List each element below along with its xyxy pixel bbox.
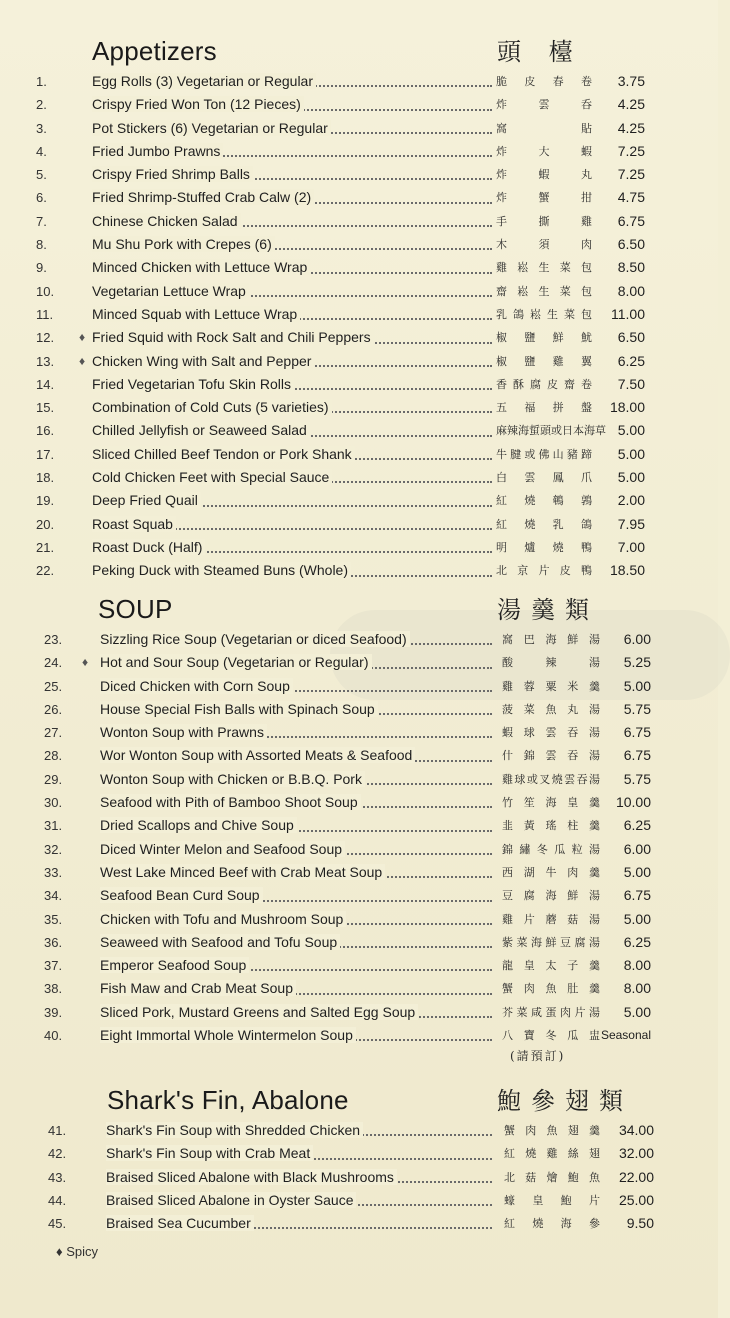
- item-number: 34.: [44, 888, 63, 904]
- chili-icon: ♦: [79, 330, 86, 345]
- item-name: [92, 93, 492, 116]
- item-price: 11.00: [611, 305, 645, 322]
- menu-item-row: [0, 651, 718, 674]
- item-name-cn: 白 雲 鳳 爪: [496, 471, 592, 485]
- menu-item-row: [0, 1212, 718, 1235]
- soup-title: SOUP: [98, 594, 173, 624]
- item-price: 25.00: [618, 1191, 654, 1208]
- item-price: 3.75: [617, 73, 645, 89]
- item-number: 21.: [36, 539, 55, 555]
- item-number: 16.: [36, 423, 55, 439]
- sharks-fin-section: [0, 1085, 718, 1235]
- item-number: 39.: [44, 1004, 63, 1020]
- item-price: 6.75: [623, 747, 651, 764]
- item-price: 7.50: [617, 375, 645, 392]
- item-name-text: Mu Shu Pork with Crepes (6): [92, 236, 275, 252]
- item-price: 5.00: [623, 677, 651, 694]
- item-price: 6.75: [617, 212, 645, 229]
- item-name: [100, 814, 500, 837]
- menu-item-row: [0, 373, 718, 396]
- item-price: 6.00: [623, 631, 651, 647]
- item-name: [100, 791, 500, 814]
- item-name-text: Hot and Sour Soup (Vegetarian or Regular): [100, 654, 372, 670]
- item-name: [100, 651, 500, 674]
- item-price: 5.00: [617, 422, 645, 439]
- item-number: 20.: [36, 516, 55, 532]
- item-number: 40.: [44, 1028, 63, 1044]
- soup-title-cn: 湯羹類: [497, 596, 599, 624]
- item-name-text: Diced Chicken with Corn Soup: [100, 678, 293, 694]
- menu-item-row: [0, 163, 718, 186]
- item-number: 29.: [44, 771, 63, 787]
- item-price: 6.25: [617, 352, 645, 369]
- item-name-cn: 芥菜咸蛋肉片湯: [502, 1005, 600, 1019]
- appetizers-title: Appetizers: [92, 36, 217, 66]
- item-price: 5.00: [623, 1003, 651, 1020]
- item-name-text: Chinese Chicken Salad: [92, 213, 241, 229]
- item-number: 37.: [44, 958, 63, 974]
- item-name: [100, 1024, 500, 1047]
- item-price: 4.25: [617, 96, 645, 113]
- item-name-text: Braised Sliced Abalone in Oyster Sauce: [106, 1192, 356, 1208]
- item-number: 10.: [36, 283, 55, 299]
- item-price: 18.00: [609, 399, 645, 416]
- item-number: 18.: [36, 470, 55, 486]
- reservation-note-cn: (請預訂): [510, 1049, 566, 1064]
- item-name-text: Fish Maw and Crab Meat Soup: [100, 980, 296, 996]
- item-price: 6.50: [617, 236, 645, 253]
- item-name: [100, 721, 500, 744]
- spicy-legend: [56, 1244, 98, 1259]
- item-name-cn: 蟹肉魚肚羹: [502, 982, 600, 996]
- item-name-text: Chicken Wing with Salt and Pepper: [92, 353, 314, 369]
- appetizers-section: [0, 36, 718, 583]
- item-name: [106, 1142, 506, 1165]
- item-name: [92, 233, 492, 256]
- menu-item-row: [0, 768, 718, 791]
- item-name-cn: 蟹肉魚翅羹: [504, 1124, 600, 1137]
- menu-item-row: [0, 513, 718, 536]
- item-price: 5.00: [617, 469, 645, 486]
- item-price: 8.00: [623, 957, 651, 974]
- item-name-cn: 紅燒雞絲翅: [504, 1147, 600, 1161]
- sharks-fin-header: [0, 1085, 718, 1119]
- item-name-cn: 紫菜海鮮豆腐湯: [502, 935, 600, 949]
- item-price: 6.75: [623, 724, 651, 741]
- item-name-text: Wor Wonton Soup with Assorted Meats & Seafood: [100, 747, 415, 763]
- sharks-fin-title: Shark's Fin, Abalone: [107, 1085, 349, 1115]
- item-name-text: Combination of Cold Cuts (5 varieties): [92, 399, 332, 415]
- menu-item-row: [0, 280, 718, 303]
- menu-item-row: [0, 1119, 718, 1142]
- item-number: 45.: [48, 1216, 67, 1232]
- item-name: [100, 977, 500, 1000]
- item-number: 42.: [48, 1146, 67, 1162]
- item-number: 15.: [36, 400, 55, 416]
- item-name-cn: 紅燒海參: [504, 1217, 600, 1231]
- menu-item-row: [0, 396, 718, 419]
- item-name-cn: 脆皮春卷: [496, 75, 592, 88]
- item-number: 12.: [36, 330, 55, 346]
- item-number: 31.: [44, 818, 63, 834]
- item-price: 8.50: [617, 259, 645, 276]
- item-name: [106, 1119, 506, 1142]
- item-name-text: Braised Sliced Abalone with Black Mushrooms: [106, 1169, 397, 1185]
- item-name-cn: 雞片蘑菇湯: [502, 912, 600, 926]
- item-name: [92, 326, 492, 349]
- item-name: [92, 186, 492, 209]
- item-price: 18.50: [609, 562, 645, 579]
- item-name: [92, 466, 492, 489]
- item-name: [106, 1189, 506, 1212]
- item-name-text: Egg Rolls (3) Vegetarian or Regular: [92, 73, 316, 89]
- item-price: 32.00: [618, 1145, 654, 1162]
- item-name-cn: 蝦球雲吞湯: [502, 726, 600, 740]
- item-name-text: Braised Sea Cucumber: [106, 1215, 254, 1231]
- sharks-fin-title-cn: 鮑參翅類: [497, 1087, 633, 1115]
- item-name-text: Wonton Soup with Prawns: [100, 724, 267, 740]
- menu-item-row: [0, 140, 718, 163]
- item-name-cn: 齋崧生菜包: [496, 284, 592, 298]
- item-number: 17.: [36, 446, 55, 462]
- menu-item-row: [0, 210, 718, 233]
- item-name-cn: 窩 貼: [496, 121, 592, 135]
- item-price: 7.25: [617, 142, 645, 159]
- item-name-cn: 麻辣海蜇頭或日本海草: [496, 424, 606, 438]
- item-name-cn: 紅 燒 乳 鴿: [496, 517, 592, 531]
- item-name-text: Fried Jumbo Prawns: [92, 143, 223, 159]
- item-name-text: Emperor Seafood Soup: [100, 957, 249, 973]
- menu-item-row: [0, 1024, 718, 1047]
- item-price: 5.00: [623, 863, 651, 880]
- soup-header: [0, 594, 718, 628]
- menu-item-row: [0, 303, 718, 326]
- item-price: 6.75: [623, 887, 651, 904]
- item-name-text: Seafood with Pith of Bamboo Shoot Soup: [100, 794, 361, 810]
- item-name-cn: 酸 辣 湯: [502, 656, 600, 670]
- item-name-cn: 五 福 拼 盤: [496, 401, 592, 415]
- item-price: 4.75: [617, 189, 645, 206]
- menu-item-row: [0, 256, 718, 279]
- item-number: 7.: [36, 213, 47, 229]
- menu-item-row: [0, 954, 718, 977]
- item-number: 23.: [44, 632, 63, 647]
- item-number: 27.: [44, 725, 63, 741]
- item-name-cn: 紅 燒 鵪 鶉: [496, 494, 592, 508]
- menu-item-row: [0, 744, 718, 767]
- item-price: 6.25: [623, 933, 651, 950]
- menu-item-row: [0, 536, 718, 559]
- item-price: 6.00: [623, 840, 651, 857]
- item-name: [100, 768, 500, 791]
- item-price: 7.95: [617, 515, 645, 532]
- item-number: 11.: [36, 306, 54, 322]
- menu-item-row: [0, 1189, 718, 1212]
- item-name-text: Pot Stickers (6) Vegetarian or Regular: [92, 120, 331, 136]
- item-name-cn: 牛腱或佛山豬蹄: [496, 447, 592, 461]
- menu-item-row: [0, 233, 718, 256]
- item-name: [92, 373, 492, 396]
- item-number: 6.: [36, 190, 47, 206]
- item-name: [100, 954, 500, 977]
- item-name-cn: 椒 鹽 鮮 魷: [496, 331, 592, 345]
- item-name: [106, 1166, 506, 1189]
- item-name-cn: 炸 蝦 丸: [496, 168, 592, 182]
- item-number: 9.: [36, 260, 47, 276]
- item-name: [92, 443, 492, 466]
- item-name-text: Sizzling Rice Soup (Vegetarian or diced Seafood): [100, 631, 410, 647]
- item-name: [100, 884, 500, 907]
- item-name-text: Diced Winter Melon and Seafood Soup: [100, 841, 345, 857]
- menu-item-row: [0, 350, 718, 373]
- item-name: [100, 675, 500, 698]
- item-price: 5.25: [623, 654, 651, 671]
- item-name-text: Cold Chicken Feet with Special Sauce: [92, 469, 332, 485]
- item-name-cn: 椒 鹽 雞 翼: [496, 354, 592, 368]
- item-name-cn: 豆腐海鮮湯: [502, 889, 600, 903]
- item-name-text: Sliced Pork, Mustard Greens and Salted Egg Soup: [100, 1004, 418, 1020]
- item-name: [100, 1001, 500, 1024]
- item-name: [100, 628, 500, 651]
- soup-section: [0, 594, 718, 1071]
- appetizers-title-cn: 頭 檯: [497, 38, 583, 66]
- item-name-text: House Special Fish Balls with Spinach Soup: [100, 701, 378, 717]
- item-price: 4.25: [617, 119, 645, 136]
- item-name: [92, 210, 492, 233]
- item-name: [92, 117, 492, 140]
- menu-item-row: [0, 628, 718, 651]
- menu-item-row: [0, 326, 718, 349]
- item-name-text: Roast Squab: [92, 516, 176, 532]
- item-name-text: Wonton Soup with Chicken or B.B.Q. Pork: [100, 771, 365, 787]
- appetizers-header: [0, 36, 718, 70]
- item-name-text: Fried Shrimp-Stuffed Crab Calw (2): [92, 189, 314, 205]
- item-name-cn: 窩巴海鮮湯: [502, 633, 600, 646]
- item-name-cn: 菠菜魚丸湯: [502, 702, 600, 716]
- item-name-cn: 西湖牛肉羹: [502, 865, 600, 879]
- item-number: 14.: [36, 376, 55, 392]
- item-name-text: Seaweed with Seafood and Tofu Soup: [100, 934, 340, 950]
- item-price: 5.00: [617, 445, 645, 462]
- soup-note-row: [0, 1047, 718, 1071]
- item-name: [92, 70, 492, 93]
- item-name-text: Fried Vegetarian Tofu Skin Rolls: [92, 376, 294, 392]
- spicy-legend-label: Spicy: [66, 1244, 99, 1259]
- item-name-text: Minced Chicken with Lettuce Wrap: [92, 259, 310, 275]
- chili-icon: ♦: [79, 353, 86, 368]
- item-number: 33.: [44, 864, 63, 880]
- menu-item-row: [0, 117, 718, 140]
- item-name: [92, 489, 492, 512]
- item-name-text: Shark's Fin Soup with Crab Meat: [106, 1145, 313, 1161]
- item-number: 44.: [48, 1192, 67, 1208]
- menu-item-row: [0, 443, 718, 466]
- item-price: 6.25: [623, 817, 651, 834]
- item-name-text: Crispy Fried Shrimp Balls: [92, 166, 253, 182]
- menu-item-row: [0, 884, 718, 907]
- item-name-text: Peking Duck with Steamed Buns (Whole): [92, 562, 351, 578]
- item-name: [92, 350, 492, 373]
- item-name: [92, 303, 492, 326]
- item-number: 26.: [44, 701, 63, 717]
- menu-item-row: [0, 466, 718, 489]
- item-name-text: Minced Squab with Lettuce Wrap: [92, 306, 300, 322]
- item-name-cn: 炸 蟹 拑: [496, 191, 592, 205]
- item-name: [100, 698, 500, 721]
- menu-item-row: [0, 838, 718, 861]
- item-number: 8.: [36, 237, 47, 253]
- item-name: [92, 536, 492, 559]
- item-name-cn: 木 須 肉: [496, 238, 592, 252]
- item-name: [106, 1212, 506, 1235]
- item-name-text: West Lake Minced Beef with Crab Meat Soup: [100, 864, 385, 880]
- menu-item-row: [0, 908, 718, 931]
- item-name-cn: 蠔皇鮑片: [504, 1193, 600, 1207]
- item-name: [92, 256, 492, 279]
- item-name: [92, 559, 492, 582]
- chili-icon: ♦: [56, 1244, 63, 1259]
- item-price: 2.00: [617, 492, 645, 509]
- menu-item-row: [0, 1166, 718, 1189]
- item-name: [100, 744, 500, 767]
- item-price: 9.50: [626, 1215, 654, 1232]
- item-number: 28.: [44, 748, 63, 764]
- item-name-cn: 雞蓉粟米羹: [502, 679, 600, 693]
- item-name: [92, 163, 492, 186]
- item-name-text: Sliced Chilled Beef Tendon or Pork Shank: [92, 446, 355, 462]
- item-name-text: Chicken with Tofu and Mushroom Soup: [100, 911, 346, 927]
- menu-item-row: [0, 1001, 718, 1024]
- item-name: [100, 931, 500, 954]
- item-name-text: Dried Scallops and Chive Soup: [100, 817, 297, 833]
- item-number: 43.: [48, 1169, 67, 1185]
- item-name-cn: 八寶冬瓜盅: [502, 1029, 600, 1043]
- menu-item-row: [0, 791, 718, 814]
- item-name: [92, 419, 492, 442]
- item-price: 6.50: [617, 329, 645, 346]
- item-name-cn: 乳鴿崧生菜包: [496, 307, 592, 321]
- menu-item-row: [0, 721, 718, 744]
- item-name-text: Shark's Fin Soup with Shredded Chicken: [106, 1122, 363, 1138]
- item-name-cn: 錦繡冬瓜粒湯: [502, 842, 600, 856]
- item-number: 13.: [36, 353, 55, 369]
- item-name-cn: 竹笙海皇羹: [502, 796, 600, 810]
- item-name-cn: 北京片皮鴨: [496, 564, 592, 578]
- item-number: 36.: [44, 934, 63, 950]
- item-name: [92, 140, 492, 163]
- item-name-text: Chilled Jellyfish or Seaweed Salad: [92, 422, 310, 438]
- item-name: [92, 280, 492, 303]
- item-price: 5.75: [623, 700, 651, 717]
- menu-item-row: [0, 814, 718, 837]
- menu-item-row: [0, 931, 718, 954]
- item-name-cn: 北菇燴鮑魚: [504, 1170, 600, 1184]
- item-number: 41.: [48, 1123, 67, 1138]
- item-price: 10.00: [615, 794, 651, 811]
- item-price: 7.00: [617, 538, 645, 555]
- item-name-cn: 龍皇太子羹: [502, 959, 600, 973]
- item-number: 30.: [44, 795, 63, 811]
- menu-item-row: [0, 861, 718, 884]
- menu-item-row: [0, 675, 718, 698]
- item-number: 25.: [44, 678, 63, 694]
- item-price: 22.00: [618, 1168, 654, 1185]
- menu-item-row: [0, 70, 718, 93]
- item-number: 24.: [44, 655, 63, 671]
- item-number: 2.: [36, 97, 47, 113]
- item-name-text: Deep Fried Quail: [92, 492, 201, 508]
- menu-item-row: [0, 698, 718, 721]
- item-name-cn: 香酥腐皮齋卷: [496, 377, 592, 391]
- item-name: [92, 396, 492, 419]
- item-name-cn: 雞球或叉燒雲吞湯: [502, 772, 600, 786]
- menu-item-row: [0, 93, 718, 116]
- item-name-text: Crispy Fried Won Ton (12 Pieces): [92, 96, 304, 112]
- item-name-cn: 炸 大 蝦: [496, 144, 592, 158]
- item-name-text: Vegetarian Lettuce Wrap: [92, 283, 249, 299]
- item-price: 7.25: [617, 166, 645, 183]
- item-name-text: Eight Immortal Whole Wintermelon Soup: [100, 1027, 356, 1043]
- item-number: 5.: [36, 167, 47, 183]
- item-name-text: Fried Squid with Rock Salt and Chili Peppers: [92, 329, 374, 345]
- item-price: 5.75: [623, 770, 651, 787]
- chili-icon: ♦: [82, 655, 89, 670]
- item-number: 3.: [36, 120, 47, 136]
- item-name: [100, 908, 500, 931]
- menu-item-row: [0, 1142, 718, 1165]
- item-name-text: Roast Duck (Half): [92, 539, 205, 555]
- item-price: 34.00: [618, 1122, 654, 1138]
- menu-item-row: [0, 977, 718, 1000]
- menu-item-row: [0, 489, 718, 512]
- item-name: [100, 861, 500, 884]
- item-name-cn: 明 爐 燒 鴨: [496, 540, 592, 554]
- item-number: 38.: [44, 981, 63, 997]
- item-name-cn: 雞崧生菜包: [496, 261, 592, 275]
- item-number: 19.: [36, 493, 55, 509]
- item-price: 8.00: [623, 980, 651, 997]
- item-number: 32.: [44, 841, 63, 857]
- item-name: [100, 838, 500, 861]
- item-number: 22.: [36, 563, 55, 579]
- item-name-text: Seafood Bean Curd Soup: [100, 887, 263, 903]
- item-number: 1.: [36, 74, 47, 89]
- item-name-cn: 什錦雲吞湯: [502, 749, 600, 763]
- menu-item-row: [0, 186, 718, 209]
- item-name-cn: 韭黃瑤柱羹: [502, 819, 600, 833]
- item-price: Seasonal: [600, 1028, 651, 1043]
- menu-item-row: [0, 419, 718, 442]
- menu-item-row: [0, 559, 718, 582]
- item-price: 5.00: [623, 910, 651, 927]
- item-price: 8.00: [617, 282, 645, 299]
- item-name-cn: 手 撕 雞: [496, 214, 592, 228]
- item-number: 35.: [44, 911, 63, 927]
- item-name: [92, 513, 492, 536]
- item-number: 4.: [36, 143, 47, 159]
- item-name-cn: 炸 雲 呑: [496, 98, 592, 112]
